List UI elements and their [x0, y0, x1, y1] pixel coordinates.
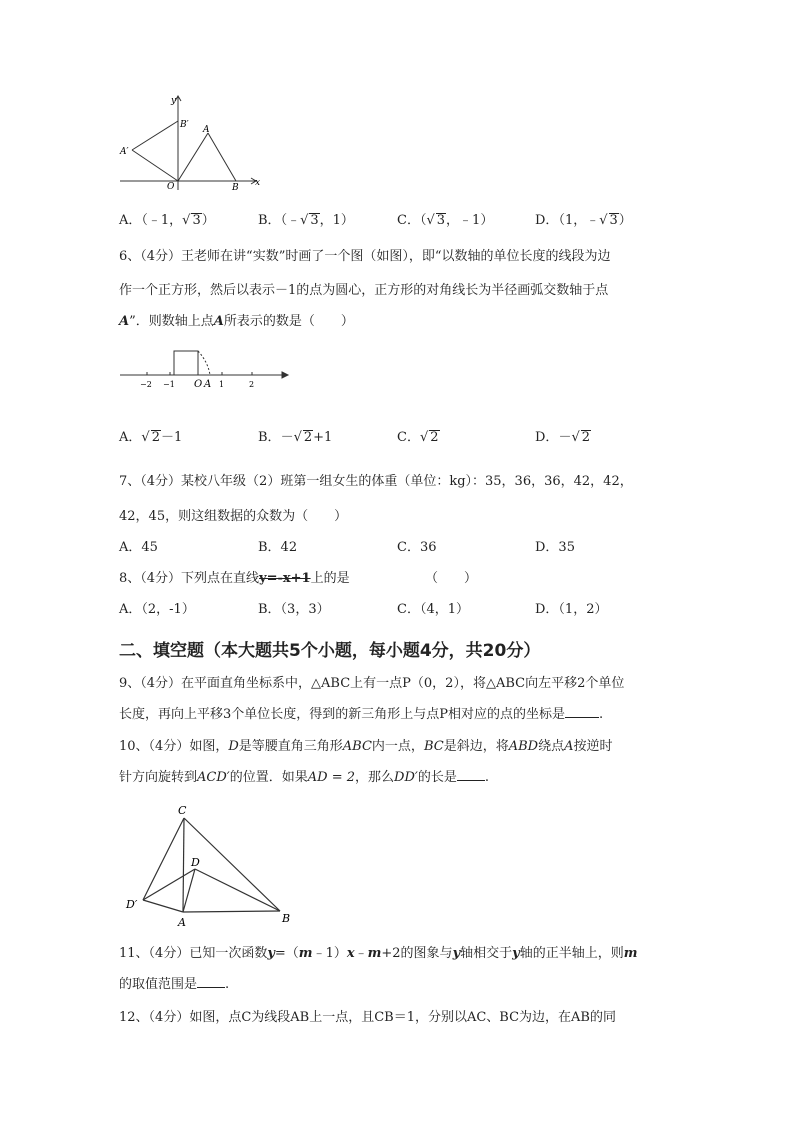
q5-option-b: B．（﹣√ 3，1）: [258, 213, 354, 228]
q6-option-a: A．√ 2－1: [119, 430, 183, 445]
q6-fig-label-o: O: [194, 379, 203, 390]
q11-text-line1: 11、（4分）已知一次函数y=（m﹣1）x﹣m+2的图象与y轴相交于y轴的正半轴上，则m: [119, 946, 638, 961]
q8-option-a: A．（2，-1）: [119, 602, 195, 617]
q10-answer-blank[interactable]: [457, 768, 485, 781]
q6-text-line3: A”．则数轴上点A所表示的数是（ ）: [119, 314, 354, 329]
q6-option-d: D．－√ 2: [535, 430, 591, 445]
fig5-label-a: A: [203, 125, 210, 135]
fig5-label-b: B: [232, 183, 239, 193]
q6-text-line1: 6、（4分）王老师在讲“实数”时画了一个图（如图），即“以数轴的单位长度的线段为边: [119, 249, 611, 264]
fig5-label-y: y: [171, 96, 177, 106]
q11-answer-blank[interactable]: [197, 975, 225, 988]
q8-option-b: B．（3，3）: [258, 602, 330, 617]
q10-triangle-figure: [122, 800, 297, 930]
q6-fig-tick-1: 1: [219, 380, 225, 389]
section-2-heading: 二、填空题（本大题共5个小题，每小题4分，共20分）: [119, 641, 541, 661]
q9-text-line1: 9、（4分）在平面直角坐标系中，△ABC上有一点P（0，2），将△ABC向左平移2个单位: [119, 676, 625, 691]
q5-option-d: D．（1，﹣√ 3）: [535, 213, 632, 228]
q8-option-c: C．（4，1）: [397, 602, 469, 617]
q6-fig-tick-2: 2: [249, 380, 255, 389]
q7-text-line2: 42，45，则这组数据的众数为（ ）: [119, 509, 348, 524]
q10-fig-label-c: C: [178, 804, 187, 817]
q6-option-c: C．√ 2: [397, 430, 439, 445]
q7-option-a: A．45: [119, 540, 158, 555]
q5-option-a: A．（﹣1，√ 3）: [119, 213, 215, 228]
fig5-label-x: x: [255, 178, 261, 188]
fig5-label-bprime: B′: [180, 120, 189, 130]
q7-option-b: B．42: [258, 540, 298, 555]
fig5-label-o: O: [167, 182, 175, 192]
q8-option-d: D．（1，2）: [535, 602, 608, 617]
q10-text-line1: 10、（4分）如图，D是等腰直角三角形ABC内一点，BC是斜边，将ABD绕点A按逆时: [119, 739, 613, 754]
q10-fig-label-dprime: D′: [126, 898, 138, 911]
q10-fig-label-d: D: [191, 856, 200, 869]
q7-option-c: C．36: [397, 540, 437, 555]
q8-equation: y=-x+1: [259, 571, 311, 586]
q7-option-d: D．35: [535, 540, 575, 555]
fig5-label-aprime: A′: [120, 147, 129, 157]
q6-option-b: B．－√ 2+1: [258, 430, 333, 445]
q10-fig-label-b: B: [282, 912, 291, 925]
q7-text-line1: 7、（4分）某校八年级（2）班第一组女生的体重（单位：kg）：35，36，36，42，42，: [119, 474, 633, 489]
q8-text: 8、（4分）下列点在直线y=-x+1上的是: [119, 571, 350, 586]
q12-text-line1: 12、（4分）如图，点C为线段AB上一点，且CB＝1，分别以AC、BC为边，在AB的同: [119, 1010, 616, 1025]
q6-fig-tick-m1: −1: [163, 380, 175, 389]
q11-text-line2: 的取值范围是 .: [119, 977, 230, 992]
q9-text-line2: 长度，再向上平移3个单位长度，得到的新三角形上与点P相对应的点的坐标是 .: [119, 707, 604, 722]
q6-fig-tick-m2: −2: [140, 380, 152, 389]
q5-option-c: C．（√ 3，﹣1）: [397, 213, 494, 228]
q10-fig-label-a: A: [178, 916, 186, 929]
q5-coordinate-figure: [115, 92, 265, 194]
q10-text-line2: 针方向旋转到ACD′的位置．如果AD = 2，那么DD′的长是 .: [119, 770, 489, 785]
q6-fig-label-a: A: [204, 379, 212, 390]
q6-text-line2: 作一个正方形，然后以表示－1的点为圆心，正方形的对角线长为半径画弧交数轴于点: [119, 283, 609, 298]
q8-paren: （ ）: [425, 571, 478, 586]
q6-number-line-figure: [118, 344, 293, 390]
q9-answer-blank[interactable]: [565, 705, 599, 718]
